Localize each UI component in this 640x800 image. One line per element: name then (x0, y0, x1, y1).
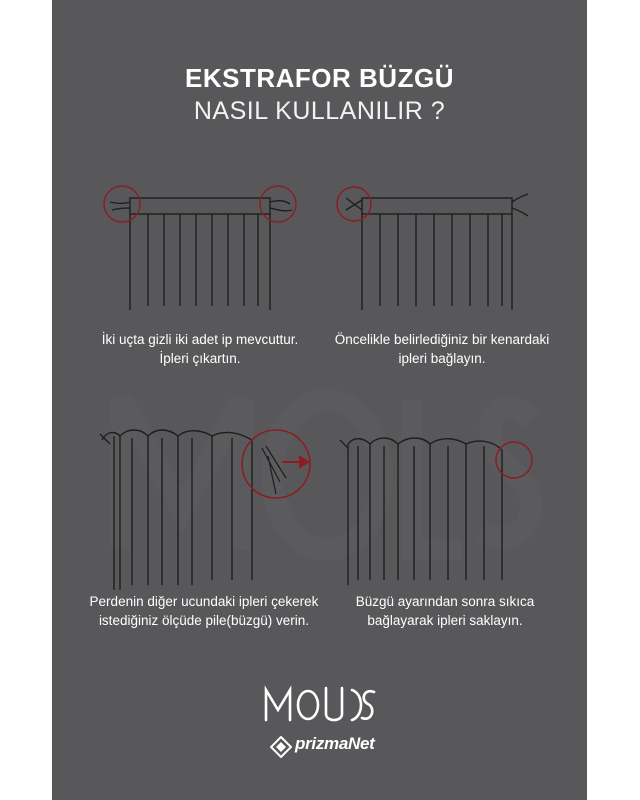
step1-caption-line1: İki uçta gizli iki adet ip mevcuttur. (101, 332, 299, 347)
step3-illustration (92, 420, 312, 590)
step3-caption-line1: Perdenin diğer ucundaki ipleri çekerek (89, 594, 319, 609)
step1-caption (80, 330, 320, 368)
step2-caption-line2: ipleri bağlayın. (398, 351, 486, 366)
step4-caption (320, 592, 570, 630)
step4-caption-line2: bağlayarak ipleri saklayın. (367, 613, 523, 628)
step3-caption-line2: istediğiniz ölçüde pile(büzgü) verin. (98, 613, 310, 628)
step2-caption-line1: Öncelikle belirlediğiniz bir kenardaki (334, 332, 550, 347)
step3-caption (74, 592, 334, 630)
step2-illustration (332, 180, 532, 320)
prizmanet-icon (270, 736, 292, 758)
highlight-circle-right (260, 186, 296, 222)
prizmanet-brand: prizmaNet (295, 734, 375, 753)
step4-caption-line1: Büzgü ayarından sonra sıkıca (355, 594, 535, 609)
step2-caption (322, 330, 562, 368)
step4-illustration (334, 430, 534, 590)
step1-caption-line2: İpleri çıkartın. (159, 351, 241, 366)
instruction-card (52, 0, 587, 800)
page-subtitle: NASIL KULLANILIR ? (193, 97, 446, 125)
step1-illustration (100, 180, 300, 320)
page-title: EKSTRAFOR BÜZGÜ (185, 63, 454, 93)
